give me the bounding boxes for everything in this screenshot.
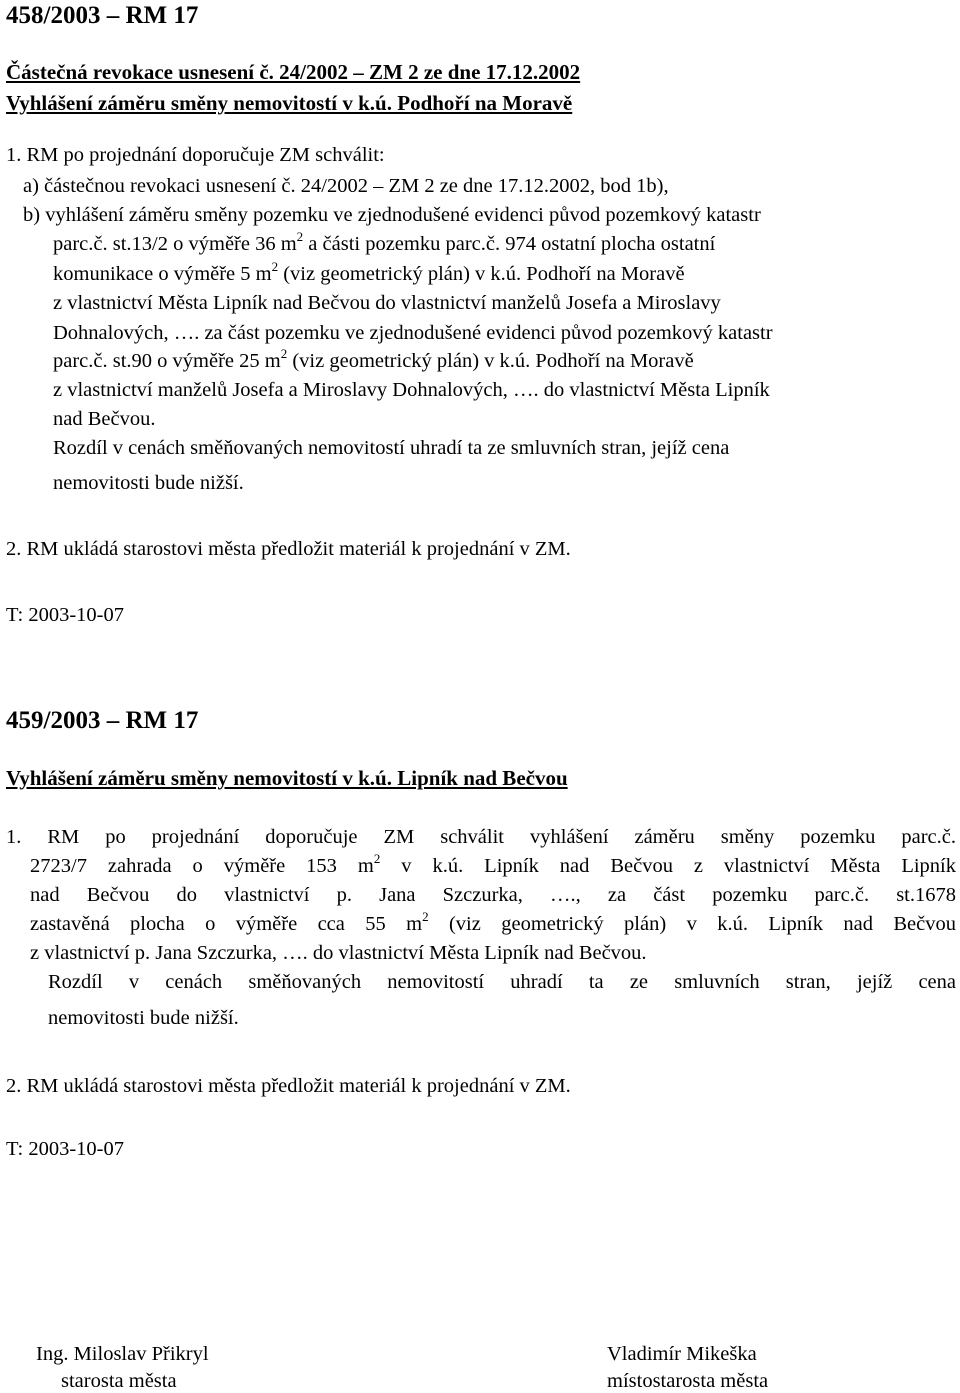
item-1a: a) částečnou revokaci usnesení č. 24/2002 – ZM 2 ze dne 17.12.2002, bod 1b),	[23, 175, 669, 197]
item-1b-line5: Dohnalových, …. za část pozemku ve zjednodušené evidenci původ pozemkový katastr	[53, 322, 773, 344]
item-1b-line2: parc.č. st.13/2 o výměře 36 $m^2$ a části pozemku parc.č. 974 ostatní plocha ostatní	[53, 229, 716, 255]
item-1b-line4: z vlastnictví Města Lipník nad Bečvou do vlastnictví manželů Josefa a Miroslavy	[53, 292, 721, 314]
item-1b-line6: parc.č. st.90 o výměře 25 $m^2$ (viz geometrický plán) v k.ú. Podhoří na Moravě	[53, 346, 694, 372]
resolution-heading-line2: Vyhlášení záměru směny nemovitostí v k.ú. Podhoří na Moravě	[6, 91, 573, 115]
signature-right-role: místostarosta města	[607, 1370, 769, 1392]
item-1-line2	[30, 851, 956, 878]
resolution-heading-line1: Částečná revokace usnesení č. 24/2002 – ZM 2 ze dne 17.12.2002	[6, 60, 581, 84]
item-1-intro: 1. RM po projednání doporučuje ZM schválit:	[6, 144, 385, 166]
item-1-line3: nad Bečvou do vlastnictví p. Jana Szczurka, …., za část pozemku parc.č. st.1678	[30, 884, 956, 906]
item-1-line1: 1. RM po projednání doporučuje ZM schválit vyhlášení záměru směny pozemku parc.č.	[6, 826, 956, 848]
resolution-number: 459/2003 – RM 17	[6, 707, 199, 734]
item-1-price-note-line2: nemovitosti bude nižší.	[48, 1007, 239, 1029]
item-1b-line3: komunikace o výměře 5 $m^2$ (viz geometrický plán) v k.ú. Podhoří na Moravě	[53, 259, 685, 285]
item-1b-line8: nad Bečvou.	[53, 408, 156, 430]
item-1-line5: z vlastnictví p. Jana Szczurka, …. do vlastnictví Města Lipník nad Bečvou.	[30, 942, 647, 964]
item-1-line6-wrap	[48, 971, 956, 994]
resolution-heading: Vyhlášení záměru směny nemovitostí v k.ú. Lipník nad Bečvou	[6, 766, 568, 790]
item-1b-line7: z vlastnictví manželů Josefa a Miroslavy Dohnalových, …. do vlastnictví Města Lipník	[53, 379, 770, 401]
resolution-number: 458/2003 – RM 17	[6, 2, 199, 29]
item-1-price-note-line1: Rozdíl v cenách směňovaných nemovitostí uhradí ta ze smluvních stran, jejíž cena	[53, 437, 730, 459]
signature-right-name: Vladimír Mikeška	[607, 1343, 757, 1365]
item-2: 2. RM ukládá starostovi města předložit materiál k projednání v ZM.	[6, 1075, 571, 1097]
term-date: T: 2003-10-07	[6, 1138, 124, 1160]
term-date: T: 2003-10-07	[6, 604, 124, 626]
item-2: 2. RM ukládá starostovi města předložit materiál k projednání v ZM.	[6, 538, 571, 560]
item-1-line4	[30, 909, 956, 936]
signature-left-name: Ing. Miloslav Přikryl	[36, 1343, 209, 1365]
item-1-line3-wrap	[30, 884, 956, 907]
item-1-line1-wrap	[6, 826, 956, 849]
item-1-line2-text: 2723/7 zahrada o výměře 153 $m^2$ v k.ú. Lipník nad Bečvou z vlastnictví Města Lipník	[30, 851, 956, 877]
item-1-price-note-line1: Rozdíl v cenách směňovaných nemovitostí uhradí ta ze smluvních stran, jejíž cena	[48, 971, 956, 993]
item-1b-line1: b) vyhlášení záměru směny pozemku ve zjednodušené evidenci původ pozemkový katastr	[23, 204, 761, 226]
item-1-price-note-line2: nemovitosti bude nižší.	[53, 472, 244, 494]
item-1-line4-text: zastavěná plocha o výměře cca 55 $m^2$ (viz geometrický plán) v k.ú. Lipník nad Bečvou	[30, 909, 956, 935]
signature-left-role: starosta města	[61, 1370, 177, 1392]
